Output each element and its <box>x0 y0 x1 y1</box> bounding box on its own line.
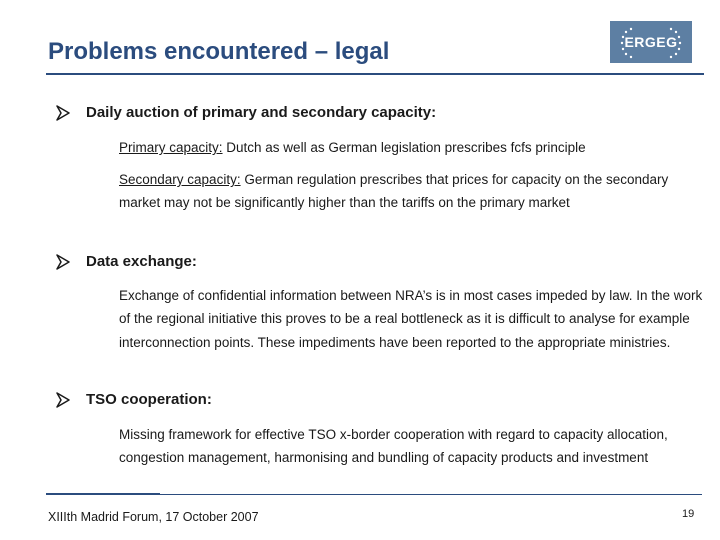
slide-title: Problems encountered – legal <box>48 38 390 65</box>
bullet-tso-cooperation <box>56 391 212 408</box>
bullet-data-exchange <box>56 253 197 270</box>
section-heading: TSO cooperation: <box>86 391 212 408</box>
paragraph-label: Primary capacity: <box>119 140 223 155</box>
paragraph-label: Secondary capacity: <box>119 172 241 187</box>
paragraph-text: Missing framework for effective TSO x-border cooperation with regard to capacity allocation, congestion management, harmonising and bundling of capacity products and investment <box>119 427 668 466</box>
title-divider <box>46 73 704 75</box>
arrow-bullet-icon <box>56 392 70 408</box>
section-heading: Data exchange: <box>86 253 197 270</box>
paragraph-text: Dutch as well as German legislation prescribes fcfs principle <box>222 140 586 155</box>
page-number: 19 <box>682 508 695 520</box>
paragraph-primary-capacity <box>119 136 707 159</box>
paragraph-secondary-capacity <box>119 168 707 215</box>
paragraph-tso-cooperation <box>119 423 707 470</box>
paragraph-data-exchange <box>119 284 707 354</box>
bullet-daily-auction <box>56 104 436 121</box>
footer-divider <box>160 494 702 495</box>
ergeg-logo <box>610 21 692 63</box>
arrow-bullet-icon <box>56 254 70 270</box>
paragraph-text: German regulation prescribes that prices for capacity on the secondary market may not be significantly higher than the tariffs on the primary market <box>119 172 669 211</box>
logo-text: ERGEG <box>624 34 678 50</box>
paragraph-text: Exchange of confidential information between NRA’s is in most cases impeded by law. In the work of the regional initiative this proves to be a real bottleneck as it is difficult to analyse for example interconnection points. These impediments have been reported to the appropriate ministries. <box>119 288 703 350</box>
arrow-bullet-icon <box>56 105 70 121</box>
section-heading: Daily auction of primary and secondary capacity: <box>86 104 437 121</box>
footer-event: XIIIth Madrid Forum, 17 October 2007 <box>48 510 259 524</box>
footer-divider-accent <box>46 493 160 495</box>
